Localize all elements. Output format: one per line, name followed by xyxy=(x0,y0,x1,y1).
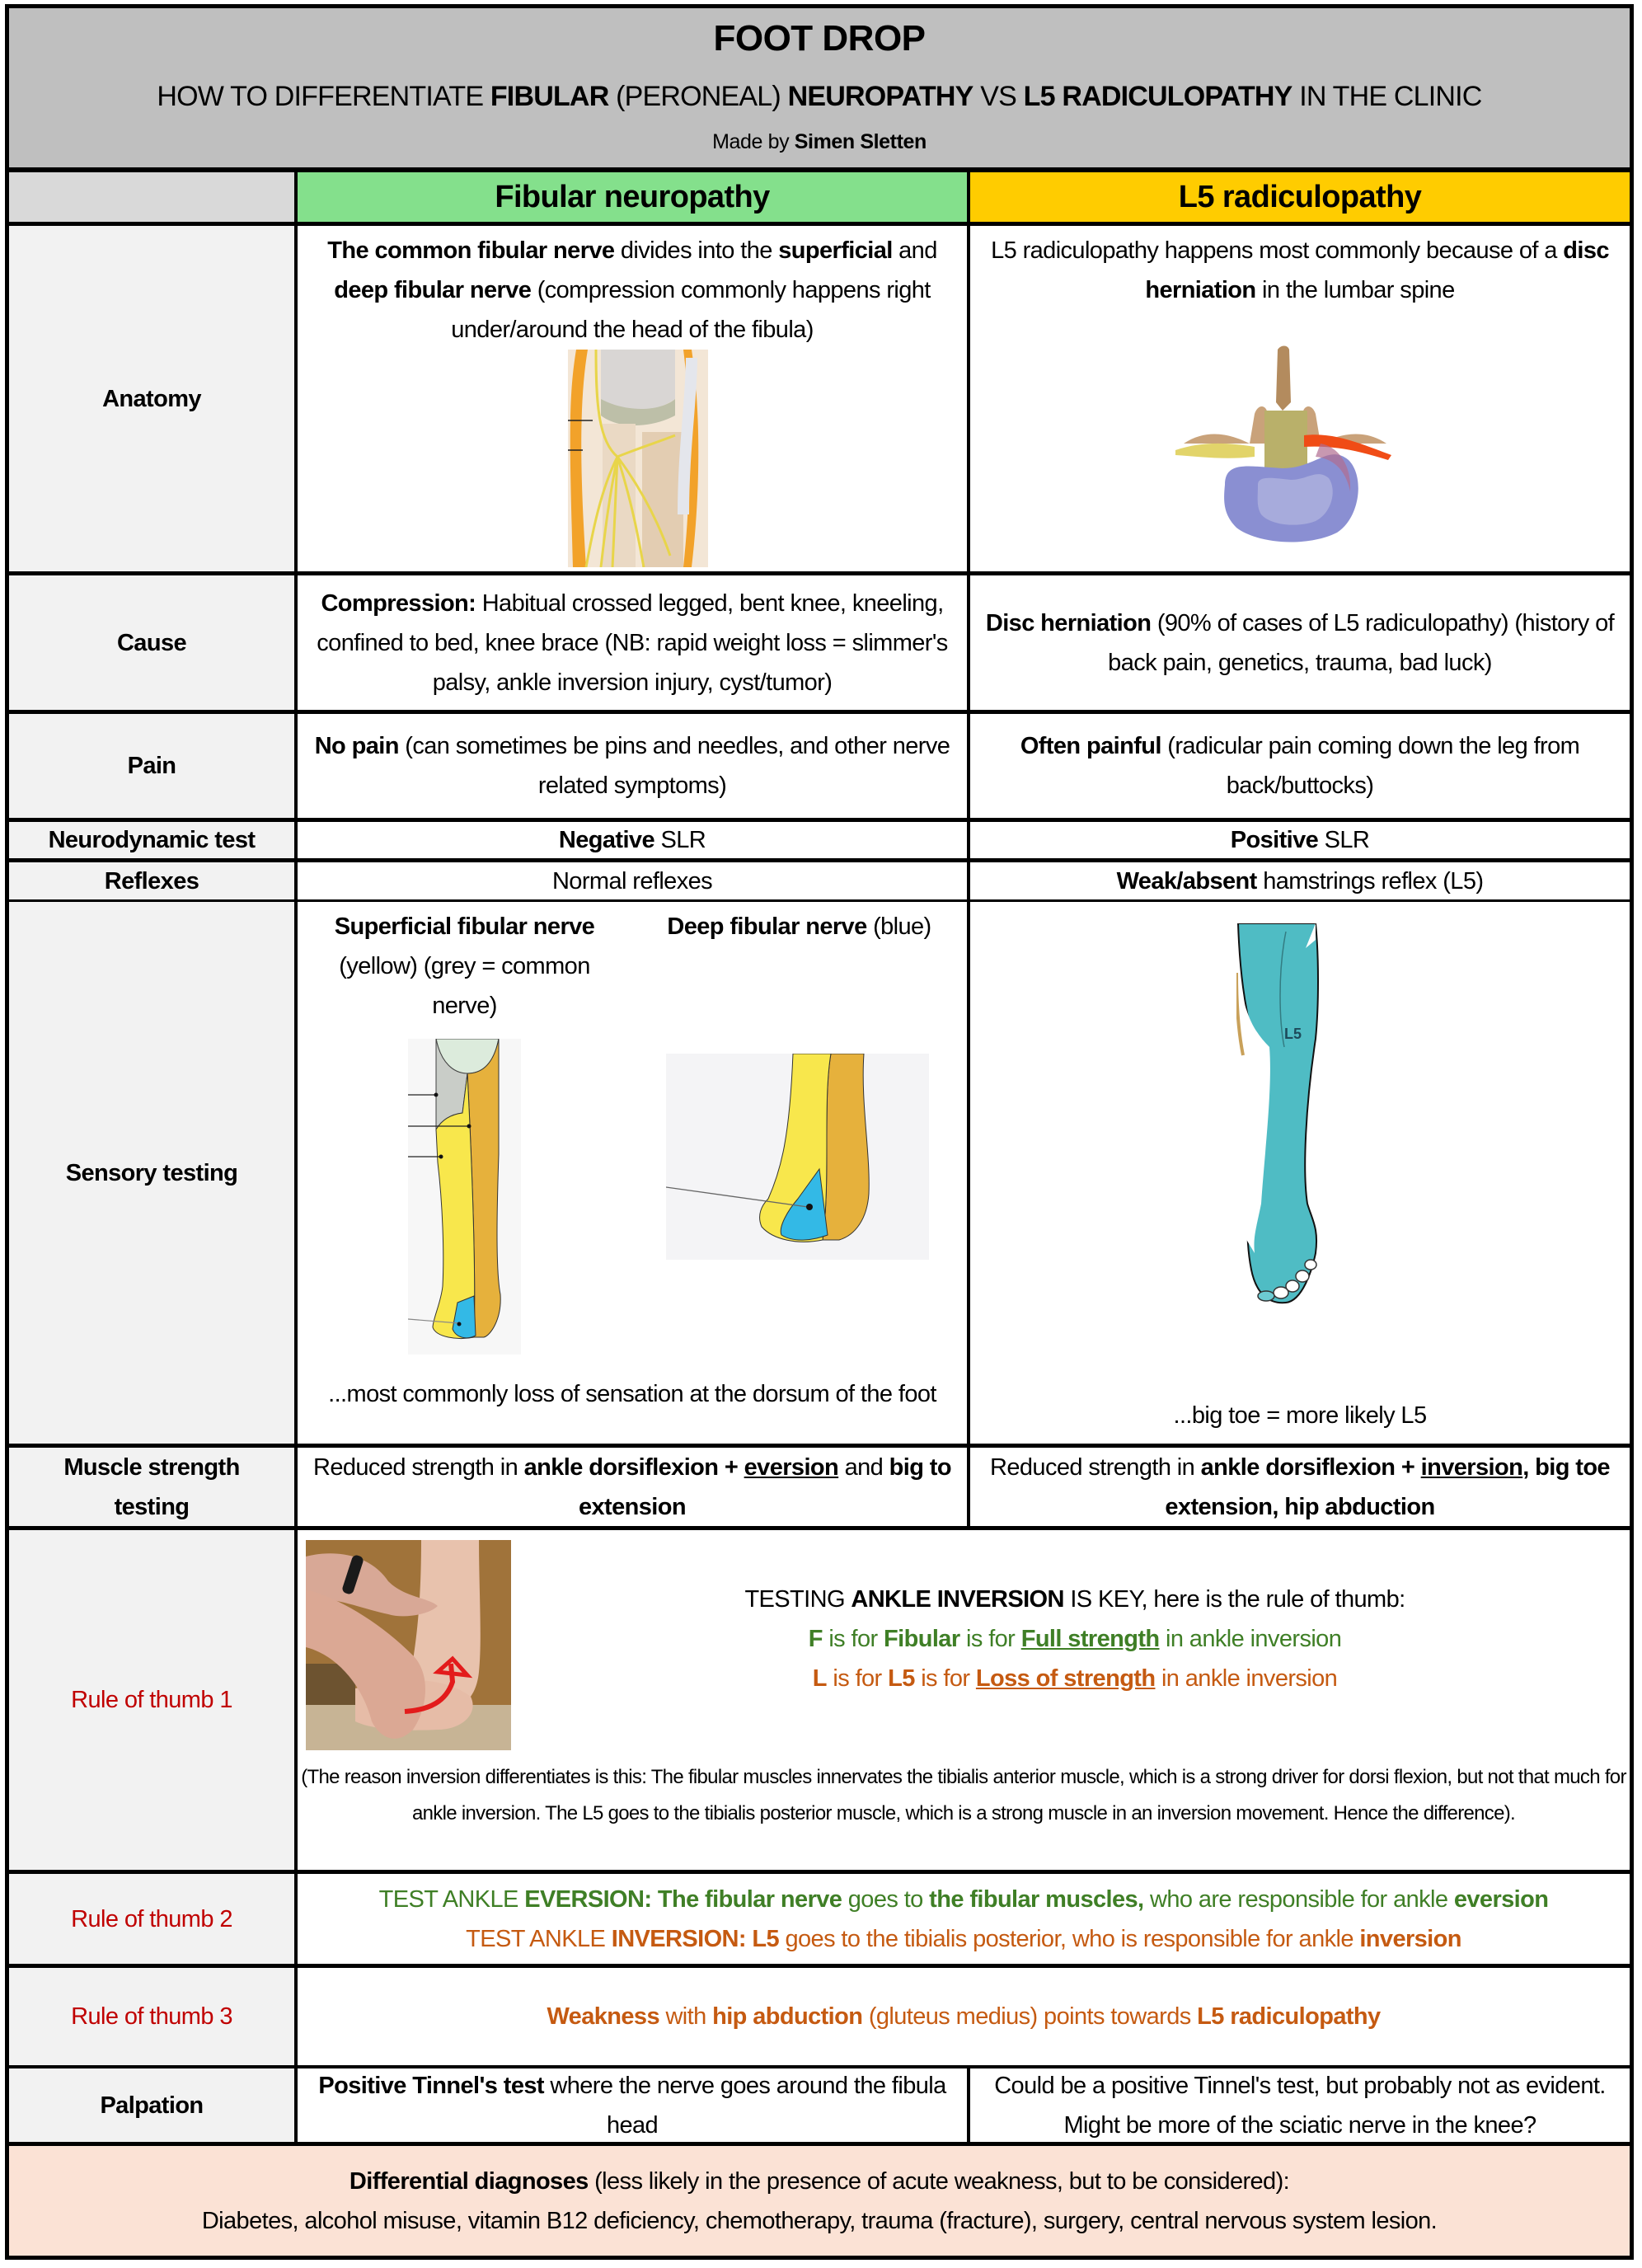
bold-term: Positive Tinnel's test xyxy=(318,2072,544,2099)
subtitle-bold: FIBULAR xyxy=(490,81,609,112)
reflexes-fibular-cell xyxy=(298,862,967,899)
deep-fibular-dermatome-diagram xyxy=(666,1054,929,1260)
subtitle-bold: NEUROPATHY xyxy=(787,81,973,112)
pain-l5-cell xyxy=(970,714,1630,818)
text: and xyxy=(892,237,937,264)
row-label-rule2: Rule of thumb 2 xyxy=(9,1874,294,1964)
bold-term: Differential diagnoses xyxy=(349,2167,589,2195)
bold-term: Deep fibular nerve xyxy=(667,913,867,940)
text: who are responsible for ankle xyxy=(1143,1885,1454,1913)
ankle-inversion-test-photo xyxy=(306,1540,511,1750)
text: TEST ANKLE xyxy=(466,1925,612,1952)
rule1-line-fibular xyxy=(520,1619,1630,1659)
reflexes-l5-text xyxy=(1117,862,1484,901)
subtitle-text: (PERONEAL) xyxy=(608,81,788,112)
row-label-pain: Pain xyxy=(9,714,294,818)
sensory-fibular-cell xyxy=(298,902,967,1444)
subtitle-bold: L5 RADICULOPATHY xyxy=(1023,81,1292,112)
neurodynamic-l5-text xyxy=(1231,820,1370,860)
rule1-line1 xyxy=(520,1580,1630,1619)
bold-underlined-term: Full strength xyxy=(1020,1626,1160,1652)
text: divides into the xyxy=(614,237,779,264)
bold-term: Weak/absent xyxy=(1116,867,1257,895)
bold-term: The common fibular nerve xyxy=(327,237,615,264)
author-name: Simen Sletten xyxy=(794,130,927,153)
bold-term: inversion xyxy=(1359,1925,1461,1952)
row-label-sensory: Sensory testing xyxy=(9,902,294,1444)
l5-dermatome-diagram xyxy=(1236,923,1327,1309)
subtitle-text: IN THE CLINIC xyxy=(1292,81,1482,112)
rule1-key-lines xyxy=(520,1580,1630,1703)
bold-term: Often painful xyxy=(1020,733,1161,759)
row-label-reflexes: Reflexes xyxy=(9,862,294,899)
author-credit xyxy=(9,130,1630,154)
text: hamstrings reflex (L5) xyxy=(1256,867,1484,895)
row-label-muscle: Muscle strength testing xyxy=(9,1448,294,1526)
text: goes to xyxy=(842,1885,930,1913)
bold-term: ANKLE INVERSION xyxy=(851,1586,1064,1613)
cause-fibular-text xyxy=(306,584,959,702)
bold-term: , big toe extension, hip abduction xyxy=(1165,1453,1610,1520)
page-title: FOOT DROP xyxy=(713,18,926,59)
row-label-anatomy: Anatomy xyxy=(9,226,294,571)
text: (90% of cases of L5 radiculopathy) (history of back pain, genetics, trauma, bad luck) xyxy=(1108,609,1615,676)
bold-underlined-term: eversion xyxy=(744,1453,839,1481)
text: (gluteus medius) points towards xyxy=(862,2003,1198,2030)
bold-term: disc herniation xyxy=(1145,237,1609,303)
muscle-fibular-text xyxy=(306,1448,959,1527)
bold-term: L xyxy=(812,1665,827,1692)
text: in ankle inversion xyxy=(1155,1665,1338,1692)
fibular-sensory-note: ...most commonly loss of sensation at the dorsum of the foot xyxy=(328,1381,936,1407)
text: Habitual crossed legged, bent knee, kneeling, confined to bed, knee brace (NB: rapid weight loss = slimmer's palsy, ankle inversion injury, cyst/tumor) xyxy=(317,589,948,696)
bold-term: Weakness xyxy=(547,2003,659,2030)
subtitle-text: VS xyxy=(973,81,1024,112)
palpation-l5-cell xyxy=(970,2068,1630,2142)
pain-fibular-cell xyxy=(298,714,967,818)
made-by-label: Made by xyxy=(712,130,795,153)
text: (blue) xyxy=(866,913,931,940)
row-label-cause: Cause xyxy=(9,575,294,710)
rule3-line xyxy=(547,1997,1380,2036)
bold-term: Fibular xyxy=(884,1626,960,1652)
page-subtitle xyxy=(9,81,1630,113)
bold-term: ankle dorsiflexion + xyxy=(1200,1453,1421,1481)
text: TEST ANKLE xyxy=(378,1885,525,1913)
text: (radicular pain coming down the leg from back/buttocks) xyxy=(1161,733,1580,799)
text: and xyxy=(838,1453,889,1481)
row-label-neurodynamic: Neurodynamic test xyxy=(9,822,294,858)
text: (less likely in the presence of acute weakness, but to be considered): xyxy=(588,2167,1290,2195)
rule2-eversion-line xyxy=(379,1880,1549,1919)
column-divider-mid xyxy=(967,172,970,1530)
column-header-fibular: Fibular neuropathy xyxy=(298,172,967,222)
column-header-l5: L5 radiculopathy xyxy=(970,172,1630,222)
bold-term: Compression: xyxy=(321,589,476,617)
superficial-nerve-caption xyxy=(298,902,631,1034)
rule1-line-l5 xyxy=(520,1659,1630,1698)
corner-cell xyxy=(9,172,294,222)
neurodynamic-fibular-text xyxy=(559,820,706,860)
text: SLR xyxy=(654,827,706,853)
differential-heading xyxy=(350,2162,1289,2201)
reflexes-l5-cell xyxy=(970,862,1630,899)
reflexes-fibular-text: Normal reflexes xyxy=(551,867,713,895)
text: L5 radiculopathy happens most commonly because of a xyxy=(991,237,1564,264)
text: SLR xyxy=(1318,827,1370,853)
bold-term: Disc herniation xyxy=(985,609,1152,636)
bold-term: big to extension xyxy=(579,1453,951,1520)
palpation-l5-text: Could be a positive Tinnel's test, but probably not as evident. Might be more of the sciatic nerve in the knee? xyxy=(994,2072,1606,2139)
pain-fibular-text xyxy=(306,726,959,805)
title-block xyxy=(9,8,1630,167)
bold-term: EVERSION: The fibular nerve xyxy=(524,1885,842,1913)
row-label-palpation: Palpation xyxy=(9,2068,294,2142)
bold-term: deep fibular nerve xyxy=(334,277,532,303)
text: is for xyxy=(826,1665,889,1692)
bold-term: Positive xyxy=(1230,827,1319,853)
row-label-rule1: Rule of thumb 1 xyxy=(9,1530,294,1870)
bold-term: L5 xyxy=(888,1665,915,1692)
superficial-fibular-dermatome-diagram xyxy=(408,1039,521,1355)
muscle-l5-text xyxy=(978,1448,1621,1527)
text: (yellow) (grey = common nerve) xyxy=(339,953,590,1019)
text: in ankle inversion xyxy=(1159,1626,1342,1652)
lumbar-disc-herniation-image xyxy=(1175,345,1398,544)
bold-term: Superficial fibular nerve xyxy=(334,913,595,940)
text: is for xyxy=(914,1665,976,1692)
text: with xyxy=(659,2003,713,2030)
bold-term: No pain xyxy=(314,733,399,759)
rule2-content-cell xyxy=(298,1874,1630,1964)
foot-drop-infographic xyxy=(5,4,1634,2260)
l5-sensory-note: ...big toe = more likely L5 xyxy=(1173,1402,1427,1429)
text: Reduced strength in xyxy=(313,1453,524,1481)
bold-term: Negative xyxy=(558,827,654,853)
rule2-inversion-line xyxy=(466,1919,1461,1959)
palpation-fibular-text xyxy=(306,2066,959,2145)
text: goes to the tibialis posterior, who is responsible for ankle xyxy=(779,1925,1360,1952)
text: TESTING xyxy=(744,1586,851,1613)
anatomy-l5-text xyxy=(978,231,1621,310)
knee-fibular-nerve-image xyxy=(568,350,708,567)
bold-underlined-term: Loss of strength xyxy=(975,1665,1156,1692)
text: in the lumbar spine xyxy=(1255,277,1455,303)
cause-fibular-cell xyxy=(298,575,967,710)
rule3-content-cell xyxy=(298,1968,1630,2065)
column-divider-left xyxy=(294,172,298,2146)
text: (compression commonly happens right under/around the head of the fibula) xyxy=(451,277,931,343)
deep-nerve-caption xyxy=(631,902,967,951)
differential-list: Diabetes, alcohol misuse, vitamin B12 deficiency, chemotherapy, trauma (fracture), surgery, central nervous system lesion. xyxy=(201,2207,1438,2234)
muscle-fibular-cell xyxy=(298,1448,967,1526)
column-divider-mid-palpation xyxy=(967,2068,970,2142)
rule1-explanation: (The reason inversion differentiates is this: The fibular muscles innervates the tibialis anterior muscle, which is a strong driver for dorsi flexion, but not that much for ankle inversion. The L5 goes to the tibialis posterior muscle, which is a strong muscle in an inversion movement. Hence the difference). xyxy=(301,1766,1626,1824)
bold-term: hip abduction xyxy=(712,2003,863,2030)
palpation-fibular-cell xyxy=(298,2068,967,2142)
rule1-content-cell xyxy=(298,1530,1630,1870)
muscle-l5-cell xyxy=(970,1448,1630,1526)
bold-term: eversion xyxy=(1453,1885,1549,1913)
sensory-l5-cell xyxy=(970,902,1630,1444)
neurodynamic-l5-cell xyxy=(970,822,1630,858)
bold-term: the fibular muscles, xyxy=(929,1885,1144,1913)
text: (can sometimes be pins and needles, and other nerve related symptoms) xyxy=(398,733,950,799)
text: Reduced strength in xyxy=(990,1453,1201,1481)
text: IS KEY, here is the rule of thumb: xyxy=(1063,1586,1405,1613)
neurodynamic-fibular-cell xyxy=(298,822,967,858)
subtitle-text: HOW TO DIFFERENTIATE xyxy=(157,81,490,112)
bold-term: superficial xyxy=(778,237,893,264)
text: is for xyxy=(822,1626,884,1652)
differential-diagnoses-panel xyxy=(9,2146,1630,2256)
bold-term: INVERSION: L5 xyxy=(611,1925,780,1952)
text: is for xyxy=(959,1626,1021,1652)
bold-term: ankle dorsiflexion + xyxy=(523,1453,744,1481)
bold-term: F xyxy=(808,1626,823,1652)
bold-term: L5 radiculopathy xyxy=(1197,2003,1381,2030)
bold-underlined-term: inversion xyxy=(1420,1453,1523,1481)
cause-l5-text xyxy=(978,603,1621,683)
row-label-rule3: Rule of thumb 3 xyxy=(9,1968,294,2065)
cause-l5-cell xyxy=(970,575,1630,710)
anatomy-fibular-text xyxy=(306,231,959,350)
text: where the nerve goes around the fibula head xyxy=(543,2072,946,2139)
pain-l5-text xyxy=(978,726,1621,805)
l5-diagram-label: L5 xyxy=(1284,1026,1302,1042)
